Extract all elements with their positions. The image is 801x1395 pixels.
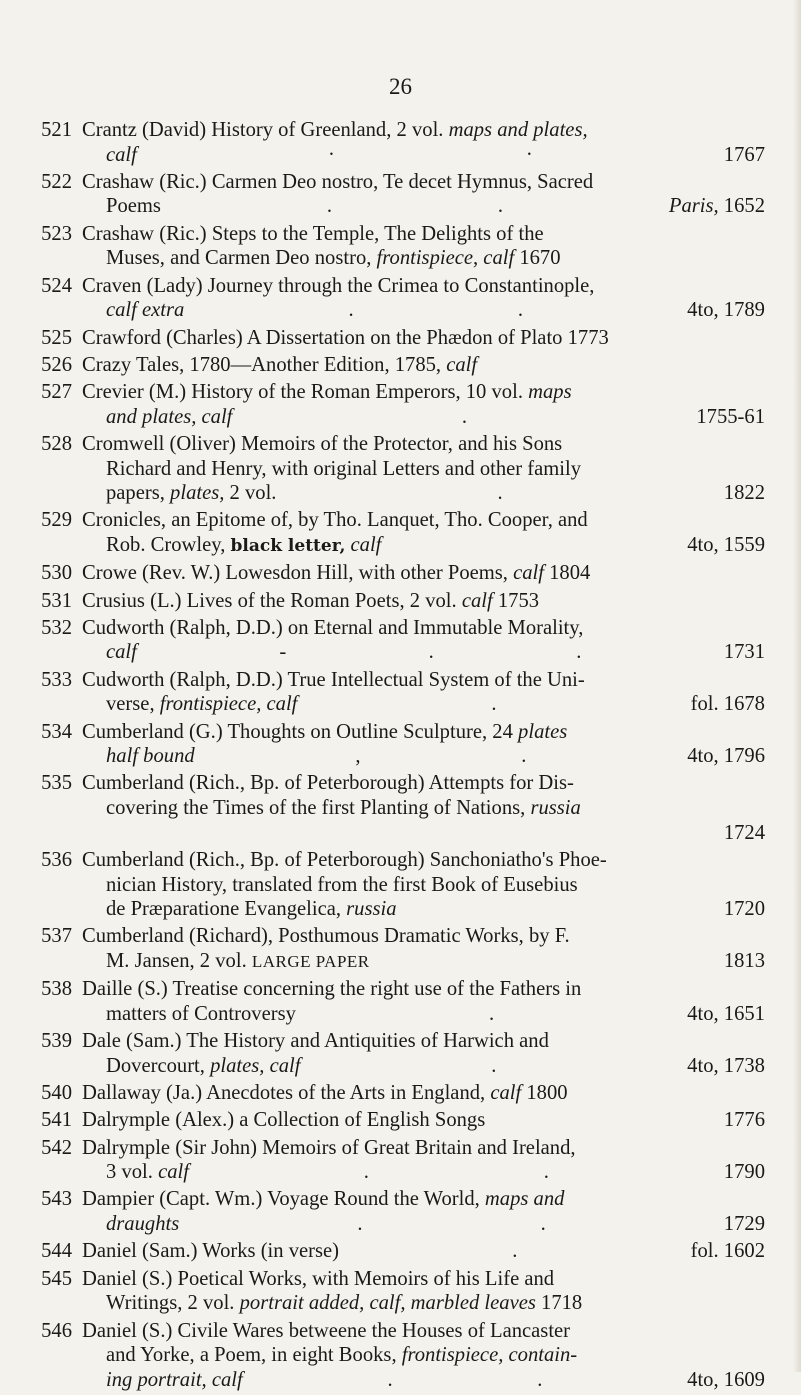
entry-number: 524 <box>41 274 72 297</box>
catalogue-entry <box>0 432 801 506</box>
catalogue-entry <box>0 561 801 586</box>
catalogue-entry <box>0 1319 801 1393</box>
entry-line: Crashaw (Ric.) Steps to the Temple, The Delights of the <box>82 222 544 245</box>
entry-number: 542 <box>41 1136 72 1159</box>
entry-line: Poems . . Paris, 1652 <box>106 195 765 218</box>
entry-line: Crusius (L.) Lives of the Roman Poets, 2 vol. calf 1753 <box>82 589 540 612</box>
catalogue-entry <box>0 353 801 378</box>
entry-number: 526 <box>41 353 72 376</box>
entry-number: 525 <box>41 326 72 349</box>
entry-number: 533 <box>41 668 72 691</box>
entry-line: Crazy Tales, 1780—Another Edition, 1785, calf <box>82 353 478 376</box>
entry-number: 545 <box>41 1267 72 1290</box>
entry-line: Crantz (David) History of Greenland, 2 vol. maps and plates, <box>82 119 588 141</box>
catalogue-entry <box>0 380 801 429</box>
catalogue-entry <box>0 1108 801 1133</box>
entry-number: 523 <box>41 222 72 245</box>
catalogue-entry <box>0 668 801 717</box>
entry-line: Cumberland (Richard), Posthumous Dramatic Works, by F. <box>82 925 570 948</box>
entry-line: Cudworth (Ralph, D.D.) on Eternal and Immutable Morality, <box>82 616 584 639</box>
entry-line: calf · · 1767 <box>106 143 765 166</box>
entry-line: Writings, 2 vol. portrait added, calf, marbled leaves 1718 <box>106 1292 583 1315</box>
entry-line: covering the Times of the first Planting of Nations, russia <box>106 797 581 820</box>
entry-number: 521 <box>41 119 72 141</box>
entry-line: Daniel (Sam.) Works (in verse) . fol. 1602 <box>82 1240 765 1263</box>
entry-line: and Yorke, a Poem, in eight Books, frontispiece, contain- <box>106 1344 578 1367</box>
entry-line: Richard and Henry, with original Letters and other family <box>106 457 582 480</box>
entry-line: calf extra . . 4to, 1789 <box>106 299 765 322</box>
entry-line: Dalrymple (Sir John) Memoirs of Great Britain and Ireland, <box>82 1136 576 1159</box>
catalogue-entry <box>0 924 801 974</box>
entry-line: 1724 <box>723 821 765 844</box>
entry-line: Craven (Lady) Journey through the Crimea to Constantinople, <box>82 274 595 297</box>
entry-number: 543 <box>41 1188 72 1211</box>
catalogue-entry <box>0 720 801 769</box>
catalogue-entry <box>0 1029 801 1078</box>
entry-line: Crawford (Charles) A Dissertation on the Phædon of Plato 1773 <box>82 326 609 349</box>
catalogue-entry <box>0 222 801 271</box>
catalogue-entry <box>0 118 801 167</box>
entry-number: 522 <box>41 170 72 193</box>
entry-line: M. Jansen, 2 vol. LARGE PAPER 1813 <box>106 950 765 972</box>
entry-number: 534 <box>41 720 72 743</box>
entry-number: 532 <box>41 616 72 639</box>
entry-line: papers, plates, 2 vol. . 1822 <box>106 482 765 505</box>
catalogue-entry <box>0 1267 801 1316</box>
entry-line: Cromwell (Oliver) Memoirs of the Protector, and his Sons <box>82 432 563 455</box>
entry-number: 544 <box>41 1240 72 1263</box>
entry-line: Cronicles, an Epitome of, by Tho. Lanquet, Tho. Cooper, and <box>82 509 588 532</box>
entry-line: Daniel (S.) Civile Wares betweene the Houses of Lancaster <box>82 1319 571 1342</box>
entry-number: 531 <box>41 589 72 612</box>
entry-line: verse, frontispiece, calf . fol. 1678 <box>106 693 765 716</box>
entry-line: and plates, calf . 1755-61 <box>106 405 765 428</box>
entry-line: Muses, and Carmen Deo nostro, frontispiece, calf 1670 <box>106 247 561 270</box>
entry-line: ing portrait, calf . . 4to, 1609 <box>106 1368 765 1391</box>
entry-number: 546 <box>41 1319 72 1342</box>
catalogue-entry <box>0 508 801 558</box>
entry-number: 536 <box>41 848 72 871</box>
catalogue-entry <box>0 170 801 219</box>
catalogue-entry <box>0 589 801 614</box>
catalogue-entry <box>0 977 801 1026</box>
entry-line: 3 vol. calf . . 1790 <box>106 1161 765 1184</box>
catalogue-entries <box>0 118 801 1395</box>
entry-line: Crashaw (Ric.) Carmen Deo nostro, Te decet Hymnus, Sacred <box>82 170 594 193</box>
entry-line: Crevier (M.) History of the Roman Emperors, 10 vol. maps <box>82 381 572 404</box>
entry-line: calf - . . 1731 <box>106 641 765 664</box>
entry-line: Dovercourt, plates, calf . 4to, 1738 <box>106 1054 765 1077</box>
entry-line: nician History, translated from the first Book of Eusebius <box>106 873 578 896</box>
catalogue-entry <box>0 1187 801 1236</box>
entry-number: 537 <box>41 925 72 948</box>
entry-line: Dallaway (Ja.) Anecdotes of the Arts in England, calf 1800 <box>82 1082 568 1105</box>
entry-line: Cumberland (Rich., Bp. of Peterborough) Sanchoniatho's Phoe- <box>82 848 607 871</box>
entry-line: Cudworth (Ralph, D.D.) True Intellectual System of the Uni- <box>82 668 585 691</box>
entry-number: 538 <box>41 978 72 1001</box>
catalogue-entry <box>0 616 801 665</box>
catalogue-entry <box>0 771 801 845</box>
entry-number: 535 <box>41 772 72 795</box>
catalogue-entry <box>0 848 801 922</box>
entry-line: Daniel (S.) Poetical Works, with Memoirs of his Life and <box>82 1267 555 1290</box>
entry-line: Crowe (Rev. W.) Lowesdon Hill, with other Poems, calf 1804 <box>82 562 591 585</box>
entry-number: 541 <box>41 1109 72 1132</box>
entry-line: Dalrymple (Alex.) a Collection of English Songs 1776 <box>82 1109 765 1132</box>
entry-line: Dampier (Capt. Wm.) Voyage Round the World, maps and <box>82 1188 565 1211</box>
entry-number: 529 <box>41 509 72 532</box>
entry-line: half bound , . 4to, 1796 <box>106 745 765 768</box>
entry-line: de Præparatione Evangelica, russia 1720 <box>106 898 765 921</box>
entry-line: Cumberland (Rich., Bp. of Peterborough) Attempts for Dis- <box>82 772 574 795</box>
catalogue-entry <box>0 326 801 351</box>
entry-line: draughts . . 1729 <box>106 1213 765 1236</box>
entry-line: Cumberland (G.) Thoughts on Outline Sculpture, 24 plates <box>82 720 568 743</box>
catalogue-entry <box>0 274 801 323</box>
entry-number: 527 <box>41 381 72 404</box>
catalogue-entry <box>0 1081 801 1106</box>
page-edge-shadow <box>793 0 801 1372</box>
entry-number: 530 <box>41 562 72 585</box>
entry-number: 539 <box>41 1030 72 1053</box>
catalogue-entry <box>0 1239 801 1264</box>
entry-number: 540 <box>41 1082 72 1105</box>
page-number: 26 <box>389 74 412 99</box>
entry-line: Daille (S.) Treatise concerning the right use of the Fathers in <box>82 978 582 1001</box>
entry-line: Rob. Crowley, black letter, calf 4to, 1559 <box>106 534 765 556</box>
entry-line: matters of Controversy . 4to, 1651 <box>106 1002 765 1025</box>
entry-line: Dale (Sam.) The History and Antiquities of Harwich and <box>82 1030 549 1053</box>
entry-number: 528 <box>41 432 72 455</box>
catalogue-entry <box>0 1136 801 1185</box>
